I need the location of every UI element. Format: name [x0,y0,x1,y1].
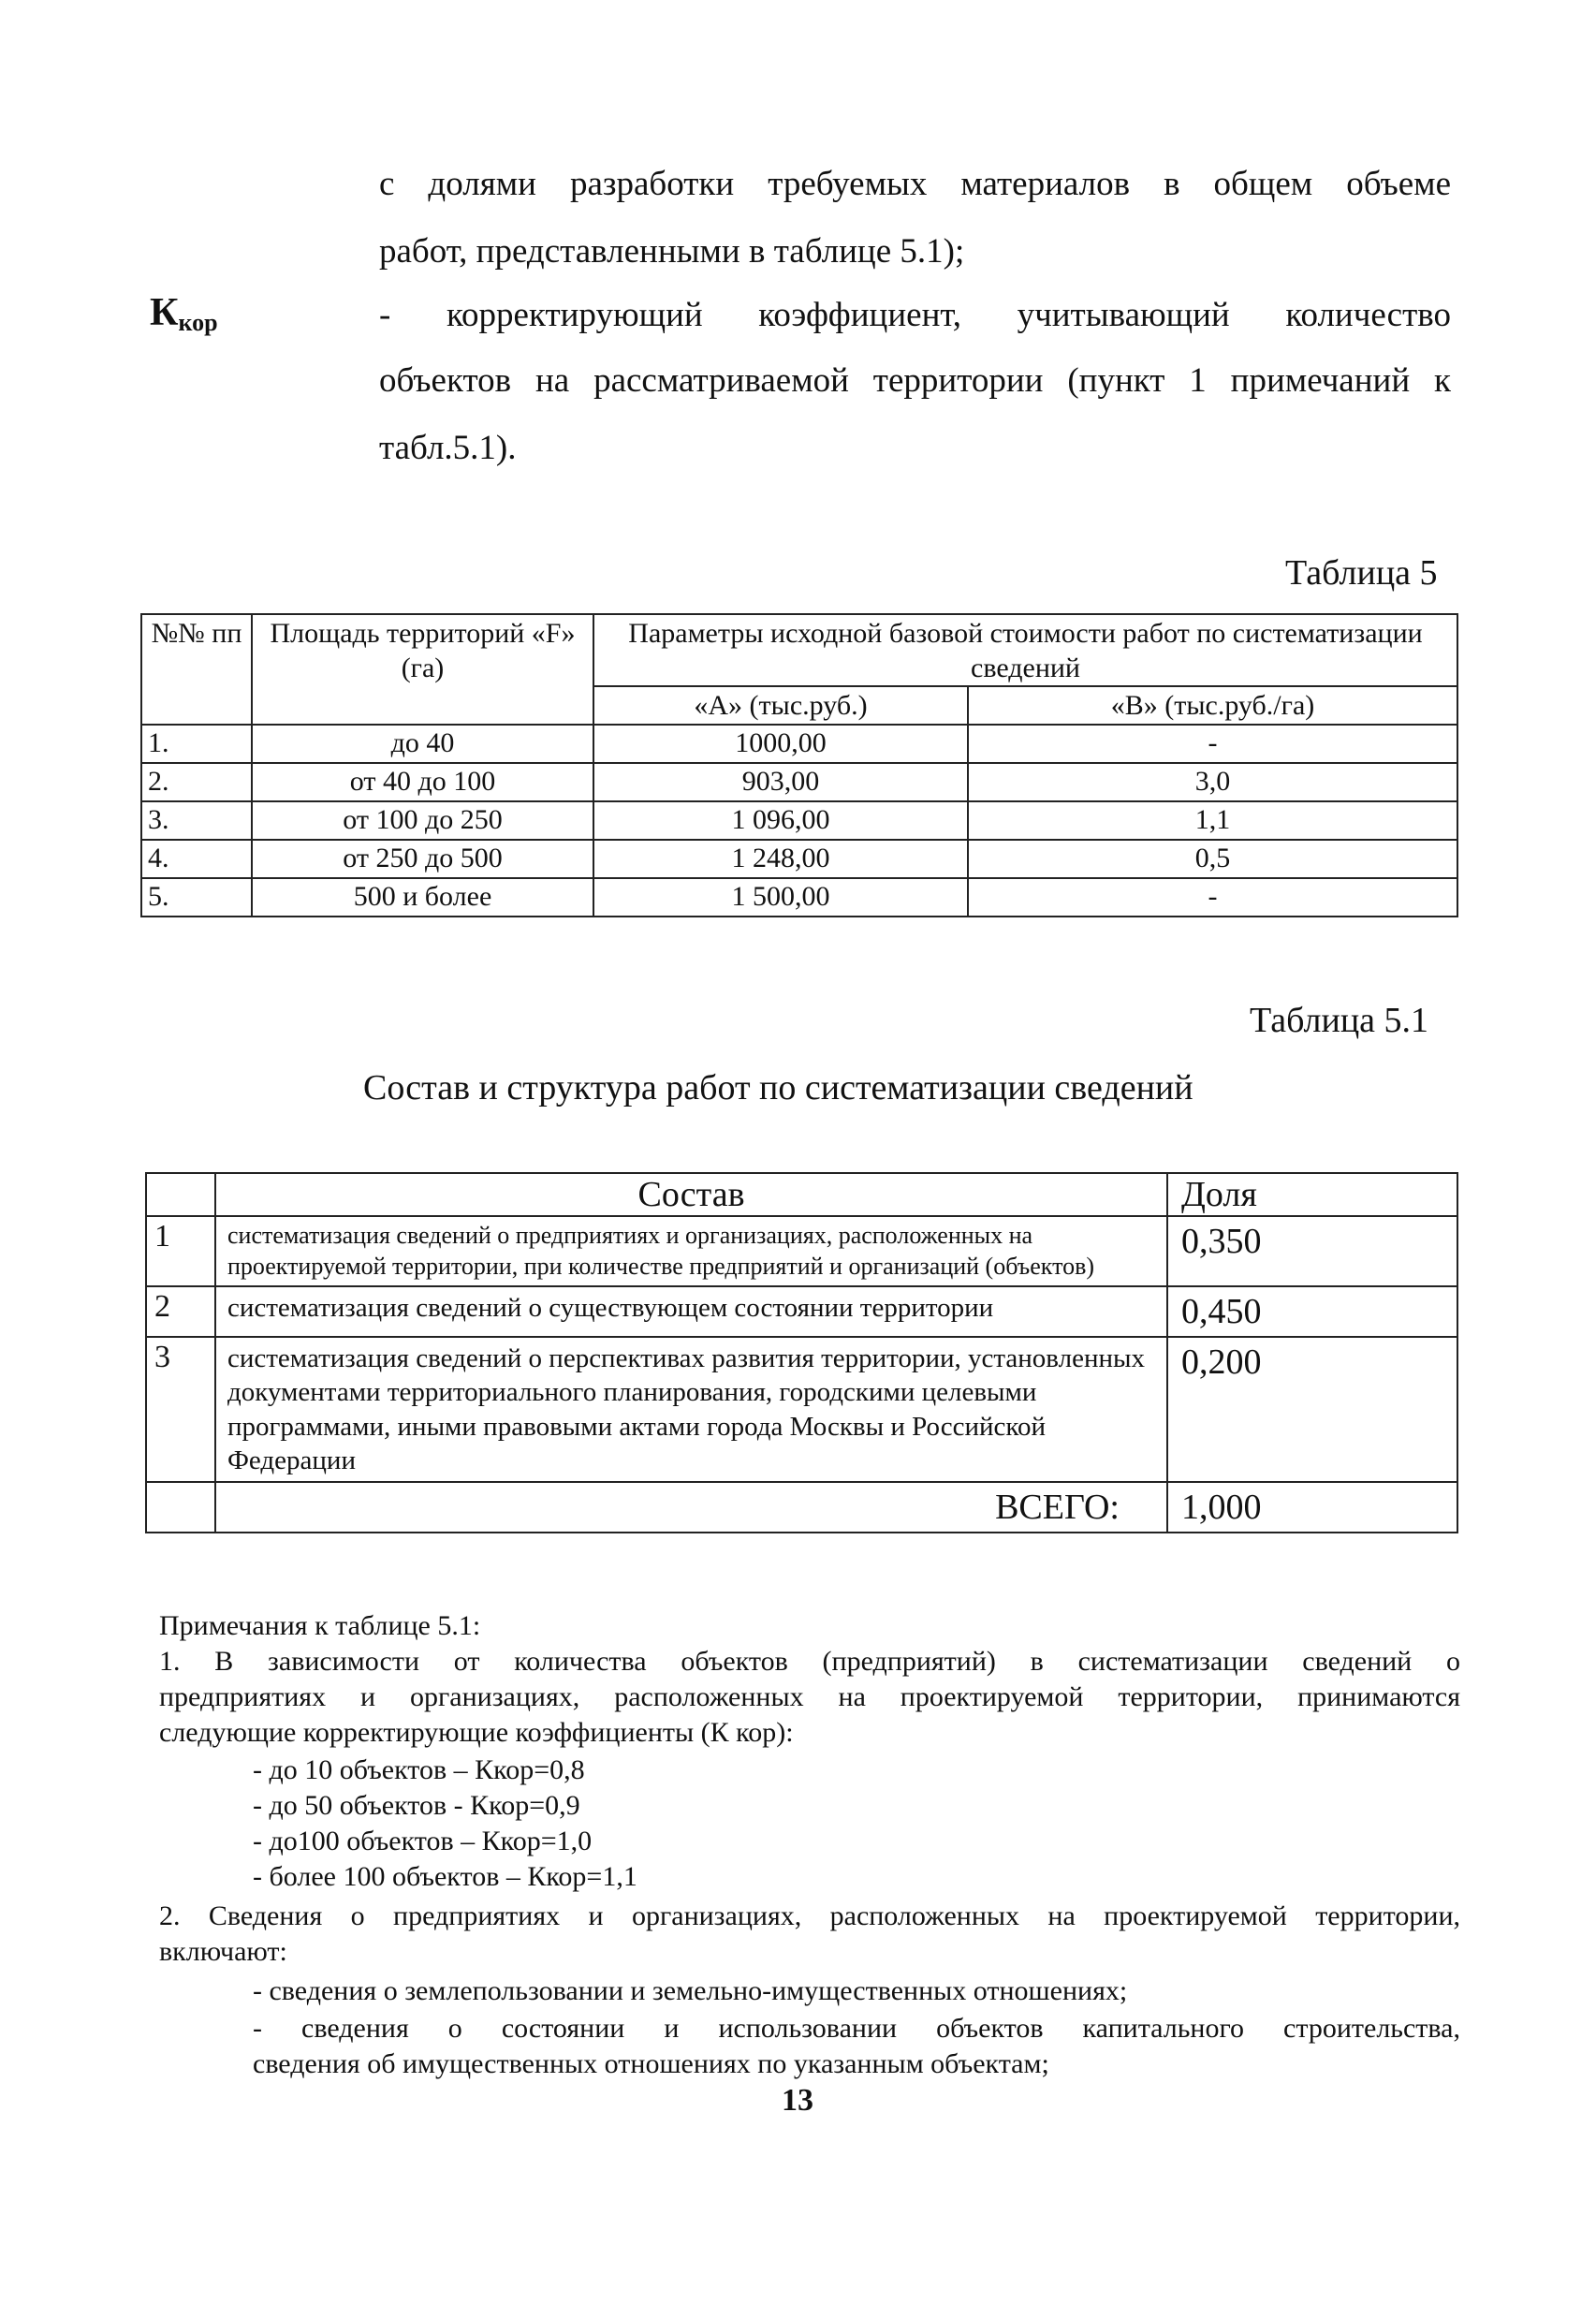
table5-header-b: «В» (тыс.руб./га) [968,686,1457,725]
note1-item: - более 100 объектов – Ккор=1,1 [253,1861,637,1892]
table51-cell-num: 1 [146,1216,215,1286]
table51 [145,1172,1458,1533]
table-row [141,840,1457,878]
table5-cell-a: 1 500,00 [593,878,968,917]
table-row [141,878,1457,917]
note1-item: - до 50 объектов - Ккор=0,9 [253,1790,580,1821]
table5-cell-b: 3,0 [968,763,1457,801]
table-row [146,1216,1457,1286]
table5-cell-a: 903,00 [593,763,968,801]
table5-cell-b: 0,5 [968,840,1457,878]
paragraph-line-4: объектов на рассматриваемой территории (пункт 1 примечаний к [379,361,1451,400]
table5-cell-num: 5. [141,878,252,917]
note2-line1: 2. Сведения о предприятиях и организациях, расположенных на проектируемой территории, [159,1900,1460,1931]
note2-item: - сведения о состоянии и использовании объектов капитального строительства, [253,2013,1460,2044]
table5-cell-area: от 250 до 500 [252,840,593,878]
table-row [141,801,1457,840]
table5-cell-a: 1 096,00 [593,801,968,840]
table5 [140,613,1458,917]
note1-item: - до100 объектов – Ккор=1,0 [253,1826,593,1856]
table51-total-row [146,1482,1457,1533]
table51-cell-text: систематизация сведений о существующем состоянии территории [215,1286,1167,1337]
table5-header-row [141,614,1457,686]
table5-cell-area: до 40 [252,725,593,763]
coefficient-symbol-subscript: кор [178,309,218,336]
paragraph-line-5: табл.5.1). [379,429,517,467]
table51-cell-share: 0,350 [1167,1216,1457,1286]
table5-header-num: №№ пп [141,614,252,725]
table51-header-share: Доля [1167,1173,1457,1216]
note1-line3: следующие корректирующие коэффициенты (К кор): [159,1717,794,1748]
table5-caption: Таблица 5 [1285,553,1438,593]
table51-title: Состав и структура работ по систематизации сведений [363,1068,1193,1107]
table5-cell-area: 500 и более [252,878,593,917]
table51-header-row [146,1173,1457,1216]
table5-header-area: Площадь территорий «F» (га) [252,614,593,725]
table-row [146,1337,1457,1482]
table5-header-a: «А» (тыс.руб.) [593,686,968,725]
table5-cell-num: 4. [141,840,252,878]
table51-caption: Таблица 5.1 [1250,1001,1429,1040]
table51-header-composition: Состав [215,1173,1167,1216]
table5-cell-a: 1000,00 [593,725,968,763]
note1-line1: 1. В зависимости от количества объектов (предприятий) в систематизации сведений о [159,1646,1460,1677]
page-number: 13 [782,2083,813,2118]
note1-item: - до 10 объектов – Ккор=0,8 [253,1754,585,1785]
table5-cell-b: 1,1 [968,801,1457,840]
table5-cell-num: 1. [141,725,252,763]
table51-total-label: ВСЕГО: [215,1482,1167,1533]
note2-item-continuation: сведения об имущественных отношениях по указанным объектам; [253,2048,1049,2079]
table51-total-value: 1,000 [1167,1482,1457,1533]
table5-cell-num: 3. [141,801,252,840]
table51-cell-share: 0,200 [1167,1337,1457,1482]
coefficient-symbol-letter: К [150,291,179,334]
table5-cell-area: от 100 до 250 [252,801,593,840]
table51-cell-text: систематизация сведений о перспективах развития территории, установленных документами территориального планирования, городскими целевыми программами, иными правовыми актами города Москвы и Российской Федерации [215,1337,1167,1482]
table5-cell-num: 2. [141,763,252,801]
table51-cell-num: 3 [146,1337,215,1482]
note2-line2: включают: [159,1936,287,1967]
notes-title: Примечания к таблице 5.1: [159,1610,481,1641]
coefficient-symbol [150,290,218,337]
table5-cell-area: от 40 до 100 [252,763,593,801]
table5-cell-a: 1 248,00 [593,840,968,878]
note1-line2: предприятиях и организациях, расположенных на проектируемой территории, принимаются [159,1681,1460,1712]
table51-cell-text: систематизация сведений о предприятиях и организациях, расположенных на проектируемой территории, при количестве предприятий и организаций (объектов) [215,1216,1167,1286]
table-row [146,1286,1457,1337]
note2-item: - сведения о землепользовании и земельно-имущественных отношениях; [253,1975,1128,2006]
paragraph-line-2: работ, представленными в таблице 5.1); [379,232,965,271]
table5-cell-b: - [968,725,1457,763]
table5-header-params: Параметры исходной базовой стоимости работ по систематизации сведений [593,614,1457,686]
table51-cell-num: 2 [146,1286,215,1337]
table51-total-blank [146,1482,215,1533]
paragraph-line-3: - корректирующий коэффициент, учитывающий количество [379,296,1451,334]
table51-header-blank [146,1173,215,1216]
table5-cell-b: - [968,878,1457,917]
table-row [141,763,1457,801]
table51-cell-share: 0,450 [1167,1286,1457,1337]
paragraph-line-1: с долями разработки требуемых материалов в общем объеме [379,165,1451,203]
table-row [141,725,1457,763]
